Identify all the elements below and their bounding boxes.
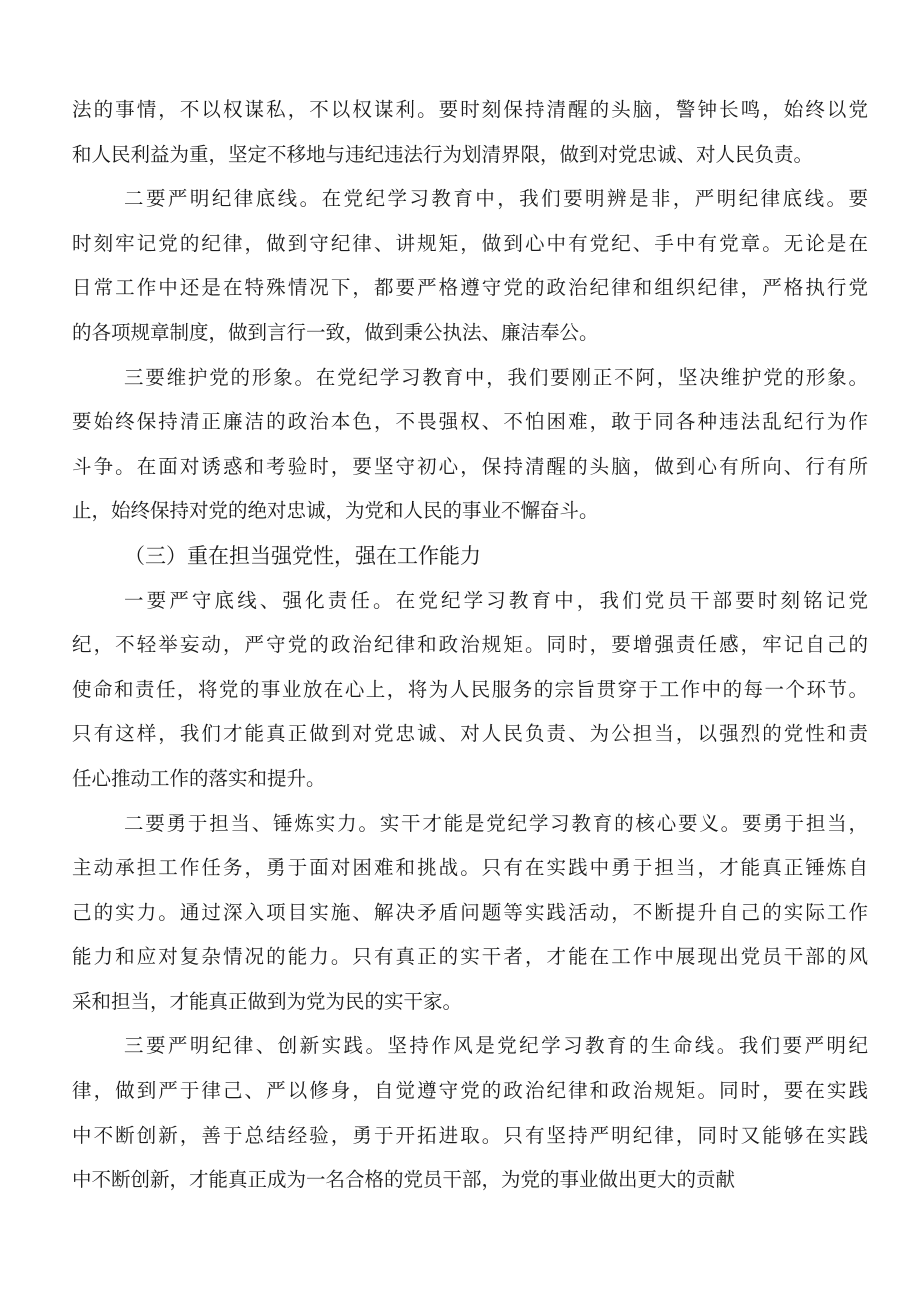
text-line: 法的事情，不以权谋私，不以权谋利。要时刻保持清醒的头脑，警钟长鸣，始终以党 (72, 98, 868, 121)
paragraph-lead: 二要严明纪律底线。 (124, 187, 322, 211)
text-line: 纪，不轻举妄动，严守党的政治纪律和政治规矩。同时，要增强责任感，牢记自己的 (72, 633, 868, 657)
paragraph-bottom-line-responsibility (72, 579, 868, 802)
text-span: 在党纪学习教育中，我们党员干部要时刻铭记党 (395, 588, 868, 612)
text-line: 中不断创新，善于总结经验，勇于开拓进取。只有坚持严明纪律，同时又能够在实践 (72, 1123, 868, 1147)
paragraph-lead: 二要勇于担当、锤炼实力。 (124, 811, 380, 835)
paragraph-discipline-bottom-line (72, 177, 868, 355)
text-line: 要始终保持清正廉洁的政治本色，不畏强权、不怕困难，敢于同各种违法乱纪行为作 (72, 410, 868, 434)
document-page (72, 88, 868, 1203)
section-heading: （三）重在担当强党性，强在工作能力 (124, 543, 481, 568)
text-line: 和人民利益为重，坚定不移地与违纪违法行为划清界限，做到对党忠诚、对人民负责。 (72, 142, 814, 166)
text-line: 日常工作中还是在特殊情况下，都要严格遵守党的政治纪律和组织纪律，严格执行党 (72, 276, 868, 300)
paragraph-party-image (72, 356, 868, 534)
paragraph-innovation-practice (72, 1024, 868, 1202)
paragraph-take-responsibility (72, 802, 868, 1025)
paragraph-lead: 一要严守底线、强化责任。 (124, 588, 396, 612)
text-line (72, 1024, 868, 1069)
text-span: 在党纪学习教育中，我们要明辨是非，严明纪律底线。要 (321, 187, 868, 211)
text-line: 任心推动工作的落实和提升。 (72, 766, 326, 790)
text-line: 使命和责任，将党的事业放在心上，将为人民服务的宗旨贯穿于工作中的每一个环节。 (72, 677, 868, 701)
text-span: 实干才能是党纪学习教育的核心要义。要勇于担当， (379, 811, 868, 835)
text-line: 能力和应对复杂情况的能力。只有真正的实干者，才能在工作中展现出党员干部的风 (72, 945, 868, 969)
text-line: 己的实力。通过深入项目实施、解决矛盾问题等实践活动，不断提升自己的实际工作 (72, 900, 868, 924)
text-line: 律，做到严于律己、严以修身，自觉遵守党的政治纪律和政治规矩。同时，要在实践 (72, 1079, 868, 1103)
text-line (72, 802, 868, 847)
text-line: 的各项规章制度，做到言行一致，做到秉公执法、廉洁奉公。 (72, 320, 599, 344)
text-span: 坚持作风是党纪学习教育的生命线。我们要严明纪 (387, 1034, 868, 1058)
text-line: 主动承担工作任务，勇于面对困难和挑战。只有在实践中勇于担当，才能真正锤炼自 (72, 856, 868, 880)
text-span: 在党纪学习教育中，我们要刚正不阿，坚决维护党的形象。 (315, 365, 868, 389)
text-line: 中不断创新，才能真正成为一名合格的党员干部，为党的事业做出更大的贡献 (72, 1168, 736, 1192)
text-line: 时刻牢记党的纪律，做到守纪律、讲规矩，做到心中有党纪、手中有党章。无论是在 (72, 231, 868, 255)
text-line (72, 579, 868, 624)
paragraph-lead: 三要严明纪律、创新实践。 (124, 1034, 388, 1058)
paragraph-continuation (72, 88, 868, 177)
text-line (72, 356, 868, 401)
text-line: 只有这样，我们才能真正做到对党忠诚、对人民负责、为公担当，以强烈的党性和责 (72, 722, 868, 746)
text-line: 采和担当，才能真正做到为党为民的实干家。 (72, 989, 463, 1013)
text-line: 止，始终保持对党的绝对忠诚，为党和人民的事业不懈奋斗。 (72, 499, 599, 523)
paragraph-lead: 三要维护党的形象。 (124, 365, 316, 389)
text-line: 斗争。在面对诱惑和考验时，要坚守初心，保持清醒的头脑，做到心有所向、行有所 (72, 454, 868, 478)
text-line (72, 177, 868, 222)
